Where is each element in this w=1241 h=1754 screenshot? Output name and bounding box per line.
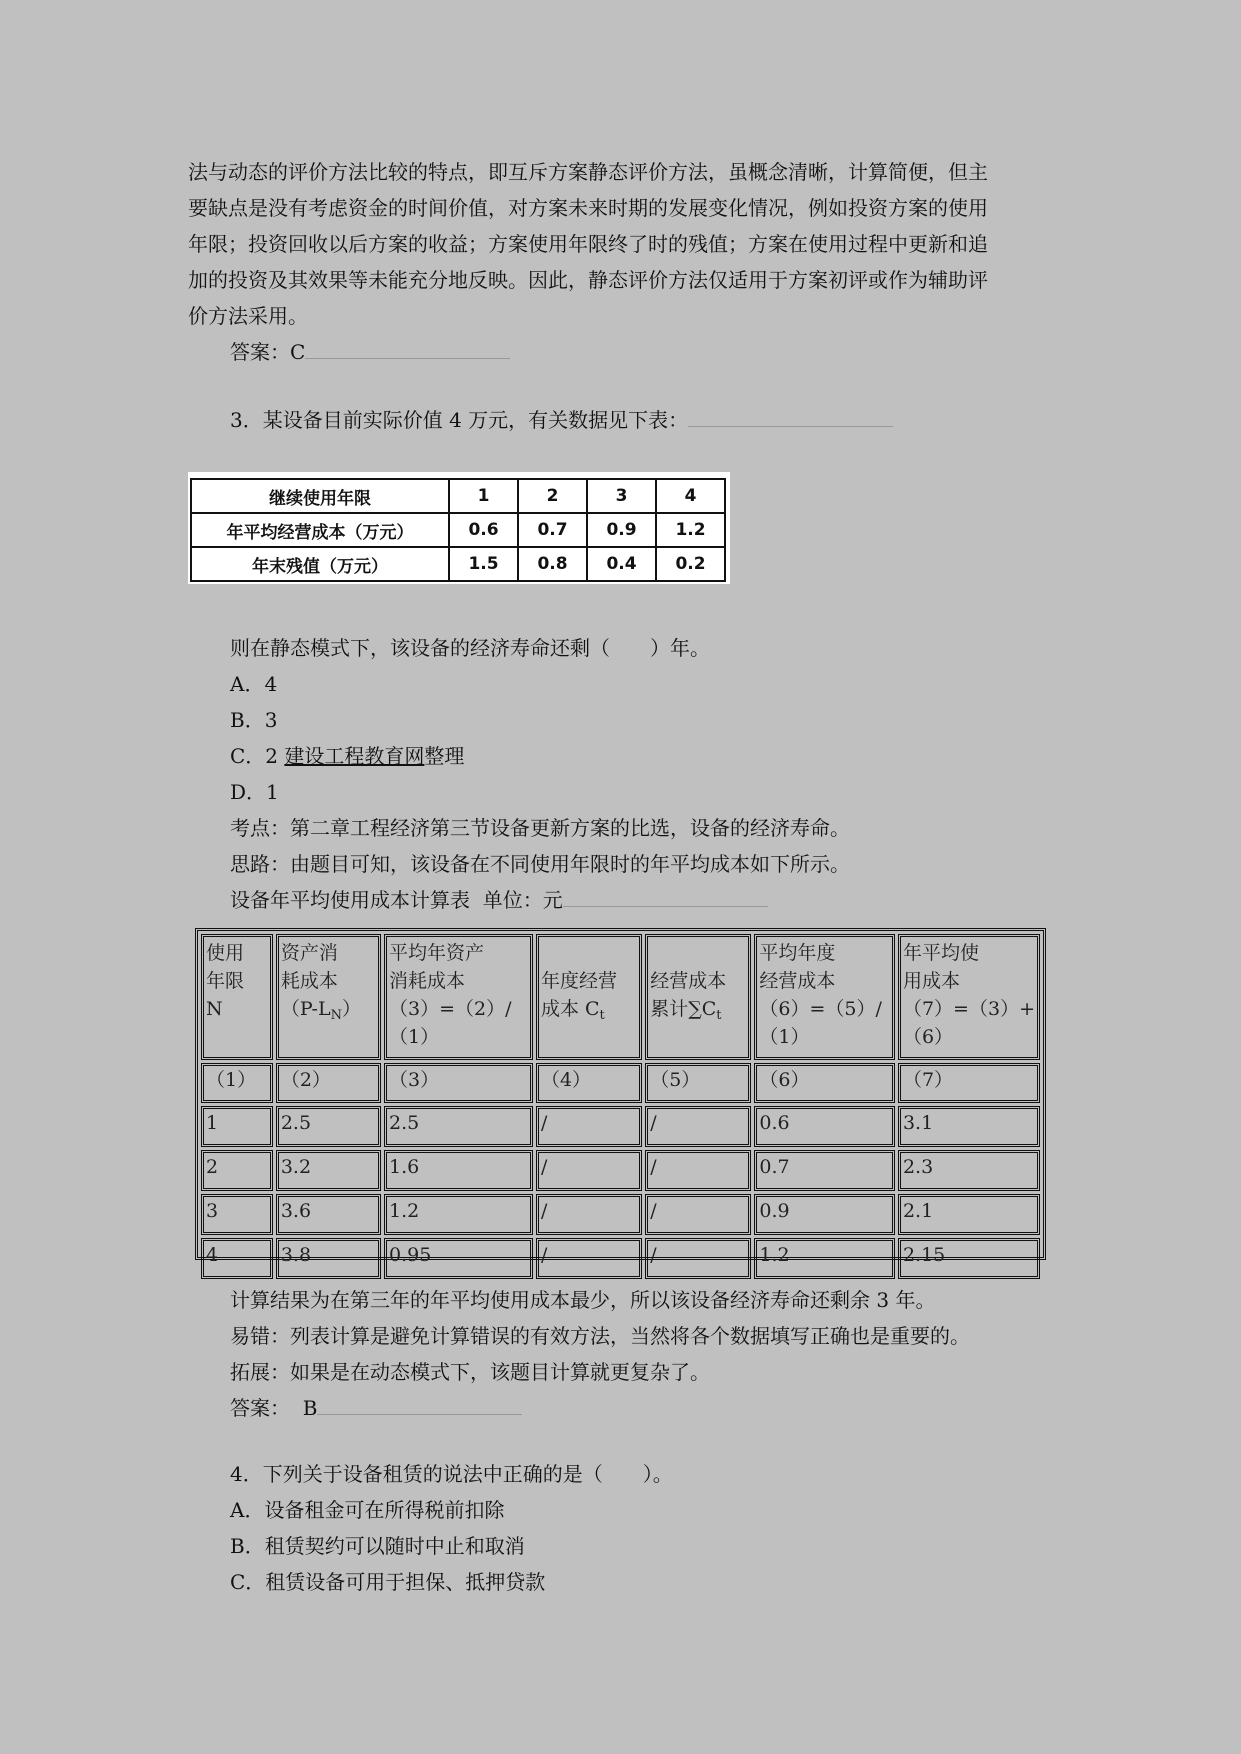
data-table-header-label: 继续使用年限 <box>191 479 449 513</box>
header-line: 消耗成本 <box>389 970 466 992</box>
calc-cell: 0.9 <box>754 1194 895 1235</box>
calc-header-cell <box>754 934 895 1060</box>
calc-cell: 2.15 <box>898 1238 1040 1279</box>
calc-table <box>198 931 1043 1282</box>
header-line: （1） <box>759 1026 810 1048</box>
calc-cell: 1.2 <box>754 1238 895 1279</box>
header-line <box>281 995 376 1030</box>
q3-tuozhan: 拓展：如果是在动态模式下，该题目计算就更复杂了。 <box>230 1360 710 1384</box>
stem-underline <box>688 404 893 427</box>
q4-option-a: A．设备租金可在所得税前扣除 <box>230 1498 505 1522</box>
calc-index-cell: （3） <box>384 1063 533 1103</box>
calc-cell: 3.2 <box>276 1150 381 1191</box>
header-subscript: N <box>330 1008 342 1023</box>
caption-underline <box>563 884 768 907</box>
intro-line: 年限；投资回收以后方案的收益；方案使用年限终了时的残值；方案在使用过程中更新和追 <box>188 232 988 256</box>
header-line: （6） <box>902 1026 954 1048</box>
header-line: （3）=（2）/ <box>389 998 512 1020</box>
calc-cell: / <box>645 1194 751 1235</box>
calc-header-cell <box>536 934 642 1060</box>
calc-cell: / <box>536 1238 642 1279</box>
header-subscript: t <box>599 1007 605 1023</box>
intro-answer <box>230 334 510 370</box>
header-subscript: t <box>716 1007 722 1023</box>
q3-answer <box>230 1390 522 1426</box>
header-line: N <box>206 998 223 1020</box>
data-table-cell: 0.8 <box>518 547 587 581</box>
header-line: （6）=（5）/ <box>759 998 882 1020</box>
calc-cell: 0.6 <box>754 1106 895 1147</box>
header-text: ） <box>341 998 361 1020</box>
calc-index-cell: （4） <box>536 1063 642 1103</box>
q3-kaodian: 考点：第二章工程经济第三节设备更新方案的比选，设备的经济寿命。 <box>230 816 850 840</box>
calc-index-cell: （6） <box>754 1063 895 1103</box>
data-table-row-label: 年平均经营成本（万元） <box>191 513 449 547</box>
calc-cell: 2.5 <box>276 1106 381 1147</box>
data-table-cell: 0.2 <box>656 547 725 581</box>
data-table-year: 2 <box>518 479 587 513</box>
data-table-cell: 0.4 <box>587 547 656 581</box>
data-table-year: 4 <box>656 479 725 513</box>
header-line: 用成本 <box>902 970 960 992</box>
header-line <box>650 995 746 1030</box>
calc-cell: / <box>536 1150 642 1191</box>
calc-cell: 2.3 <box>898 1150 1040 1191</box>
calc-index-cell: （1） <box>201 1063 273 1103</box>
calc-header-cell <box>201 934 273 1060</box>
q3-option-b: B．3 <box>230 708 278 732</box>
q3-option-c-suffix: 整理 <box>424 744 465 768</box>
data-table-cell: 0.6 <box>449 513 518 547</box>
header-text: 成本 C <box>540 997 600 1020</box>
calc-header-cell <box>384 934 533 1060</box>
calc-index-cell: （7） <box>898 1063 1040 1103</box>
calc-cell: 0.7 <box>754 1150 895 1191</box>
calc-cell: 4 <box>201 1238 273 1279</box>
calc-cell: 2 <box>201 1150 273 1191</box>
calc-cell: 3.6 <box>276 1194 381 1235</box>
q4-stem: 4．下列关于设备租赁的说法中正确的是（ ）。 <box>230 1462 673 1486</box>
q3-option-c-prefix: C．2 <box>230 744 285 768</box>
data-table-cell: 1.5 <box>449 547 518 581</box>
calc-header-cell <box>276 934 381 1060</box>
header-line: 年限 <box>206 970 245 992</box>
q3-data-table-image <box>188 472 730 584</box>
header-line: 经营成本 <box>650 969 727 992</box>
intro-line: 加的投资及其效果等未能充分地反映。因此，静态评价方法仅适用于方案初评或作为辅助评 <box>188 268 988 292</box>
source-link[interactable]: 建设工程教育网 <box>284 744 425 768</box>
header-line: （1） <box>389 1026 440 1048</box>
header-line: 经营成本 <box>759 970 836 992</box>
header-line: 资产消 <box>280 942 338 964</box>
calc-cell: 3 <box>201 1194 273 1235</box>
header-line <box>541 995 637 1030</box>
intro-line: 法与动态的评价方法比较的特点，即互斥方案静态评价方法，虽概念清晰，计算简便，但主 <box>188 160 988 184</box>
calc-cell: / <box>536 1106 642 1147</box>
data-table-row-label: 年末残值（万元） <box>191 547 449 581</box>
q3-stem <box>230 402 893 438</box>
data-table-year: 3 <box>587 479 656 513</box>
answer-underline <box>317 1392 522 1415</box>
q3-data-table <box>190 478 726 582</box>
data-table-cell: 1.2 <box>656 513 725 547</box>
calc-table-frame <box>195 928 1046 1266</box>
intro-answer-text: 答案：C <box>230 340 306 364</box>
table-caption-text: 设备年平均使用成本计算表 单位：元 <box>230 888 563 912</box>
data-table-year: 1 <box>449 479 518 513</box>
calc-cell: 1.6 <box>384 1150 533 1191</box>
calc-cell: 3.8 <box>276 1238 381 1279</box>
intro-paragraph <box>188 154 1054 334</box>
q4-option-c: C．租赁设备可用于担保、抵押贷款 <box>230 1570 546 1594</box>
q3-question: 则在静态模式下，该设备的经济寿命还剩（ ）年。 <box>230 636 710 660</box>
q3-silu: 思路：由题目可知，该设备在不同使用年限时的年平均成本如下所示。 <box>230 852 850 876</box>
q3-option-a: A．4 <box>230 672 278 696</box>
header-line: 平均年资产 <box>389 942 485 964</box>
q3-stem-text: 3．某设备目前实际价值 4 万元，有关数据见下表： <box>230 408 689 432</box>
header-text: （P-L <box>280 998 331 1020</box>
calc-index-cell: （2） <box>276 1063 381 1103</box>
calc-header-cell <box>898 934 1040 1060</box>
calc-cell: 1 <box>201 1106 273 1147</box>
q4-option-b: B．租赁契约可以随时中止和取消 <box>230 1534 525 1558</box>
calc-cell: 2.1 <box>898 1194 1040 1235</box>
calc-cell: / <box>645 1238 751 1279</box>
header-line: 年度经营 <box>540 969 617 992</box>
header-text: 累计∑C <box>650 997 717 1020</box>
q3-table-caption <box>230 882 768 918</box>
calc-index-cell: （5） <box>645 1063 751 1103</box>
intro-line: 价方法采用。 <box>188 304 308 328</box>
q3-answer-text: 答案： B <box>230 1396 318 1420</box>
calc-cell: / <box>645 1150 751 1191</box>
header-line: 平均年度 <box>759 942 836 964</box>
header-line: 使用 <box>206 942 245 964</box>
calc-header-cell <box>645 934 751 1060</box>
calc-cell: 0.95 <box>384 1238 533 1279</box>
data-table-cell: 0.7 <box>518 513 587 547</box>
q3-result: 计算结果为在第三年的年平均使用成本最少，所以该设备经济寿命还剩余 3 年。 <box>230 1288 936 1312</box>
intro-line: 要缺点是没有考虑资金的时间价值，对方案未来时期的发展变化情况，例如投资方案的使用 <box>188 196 988 220</box>
calc-cell: 2.5 <box>384 1106 533 1147</box>
answer-underline <box>305 336 510 359</box>
calc-cell: 3.1 <box>898 1106 1040 1147</box>
calc-cell: 1.2 <box>384 1194 533 1235</box>
header-line: （7）=（3）+ <box>902 998 1035 1020</box>
q3-option-c <box>230 738 464 774</box>
q3-option-d: D．1 <box>230 780 279 804</box>
data-table-cell: 0.9 <box>587 513 656 547</box>
calc-cell: / <box>645 1106 751 1147</box>
calc-cell: / <box>536 1194 642 1235</box>
header-line: 耗成本 <box>280 970 338 992</box>
q3-yicuo: 易错：列表计算是避免计算错误的有效方法，当然将各个数据填写正确也是重要的。 <box>230 1324 970 1348</box>
header-line: 年平均使 <box>902 942 979 964</box>
